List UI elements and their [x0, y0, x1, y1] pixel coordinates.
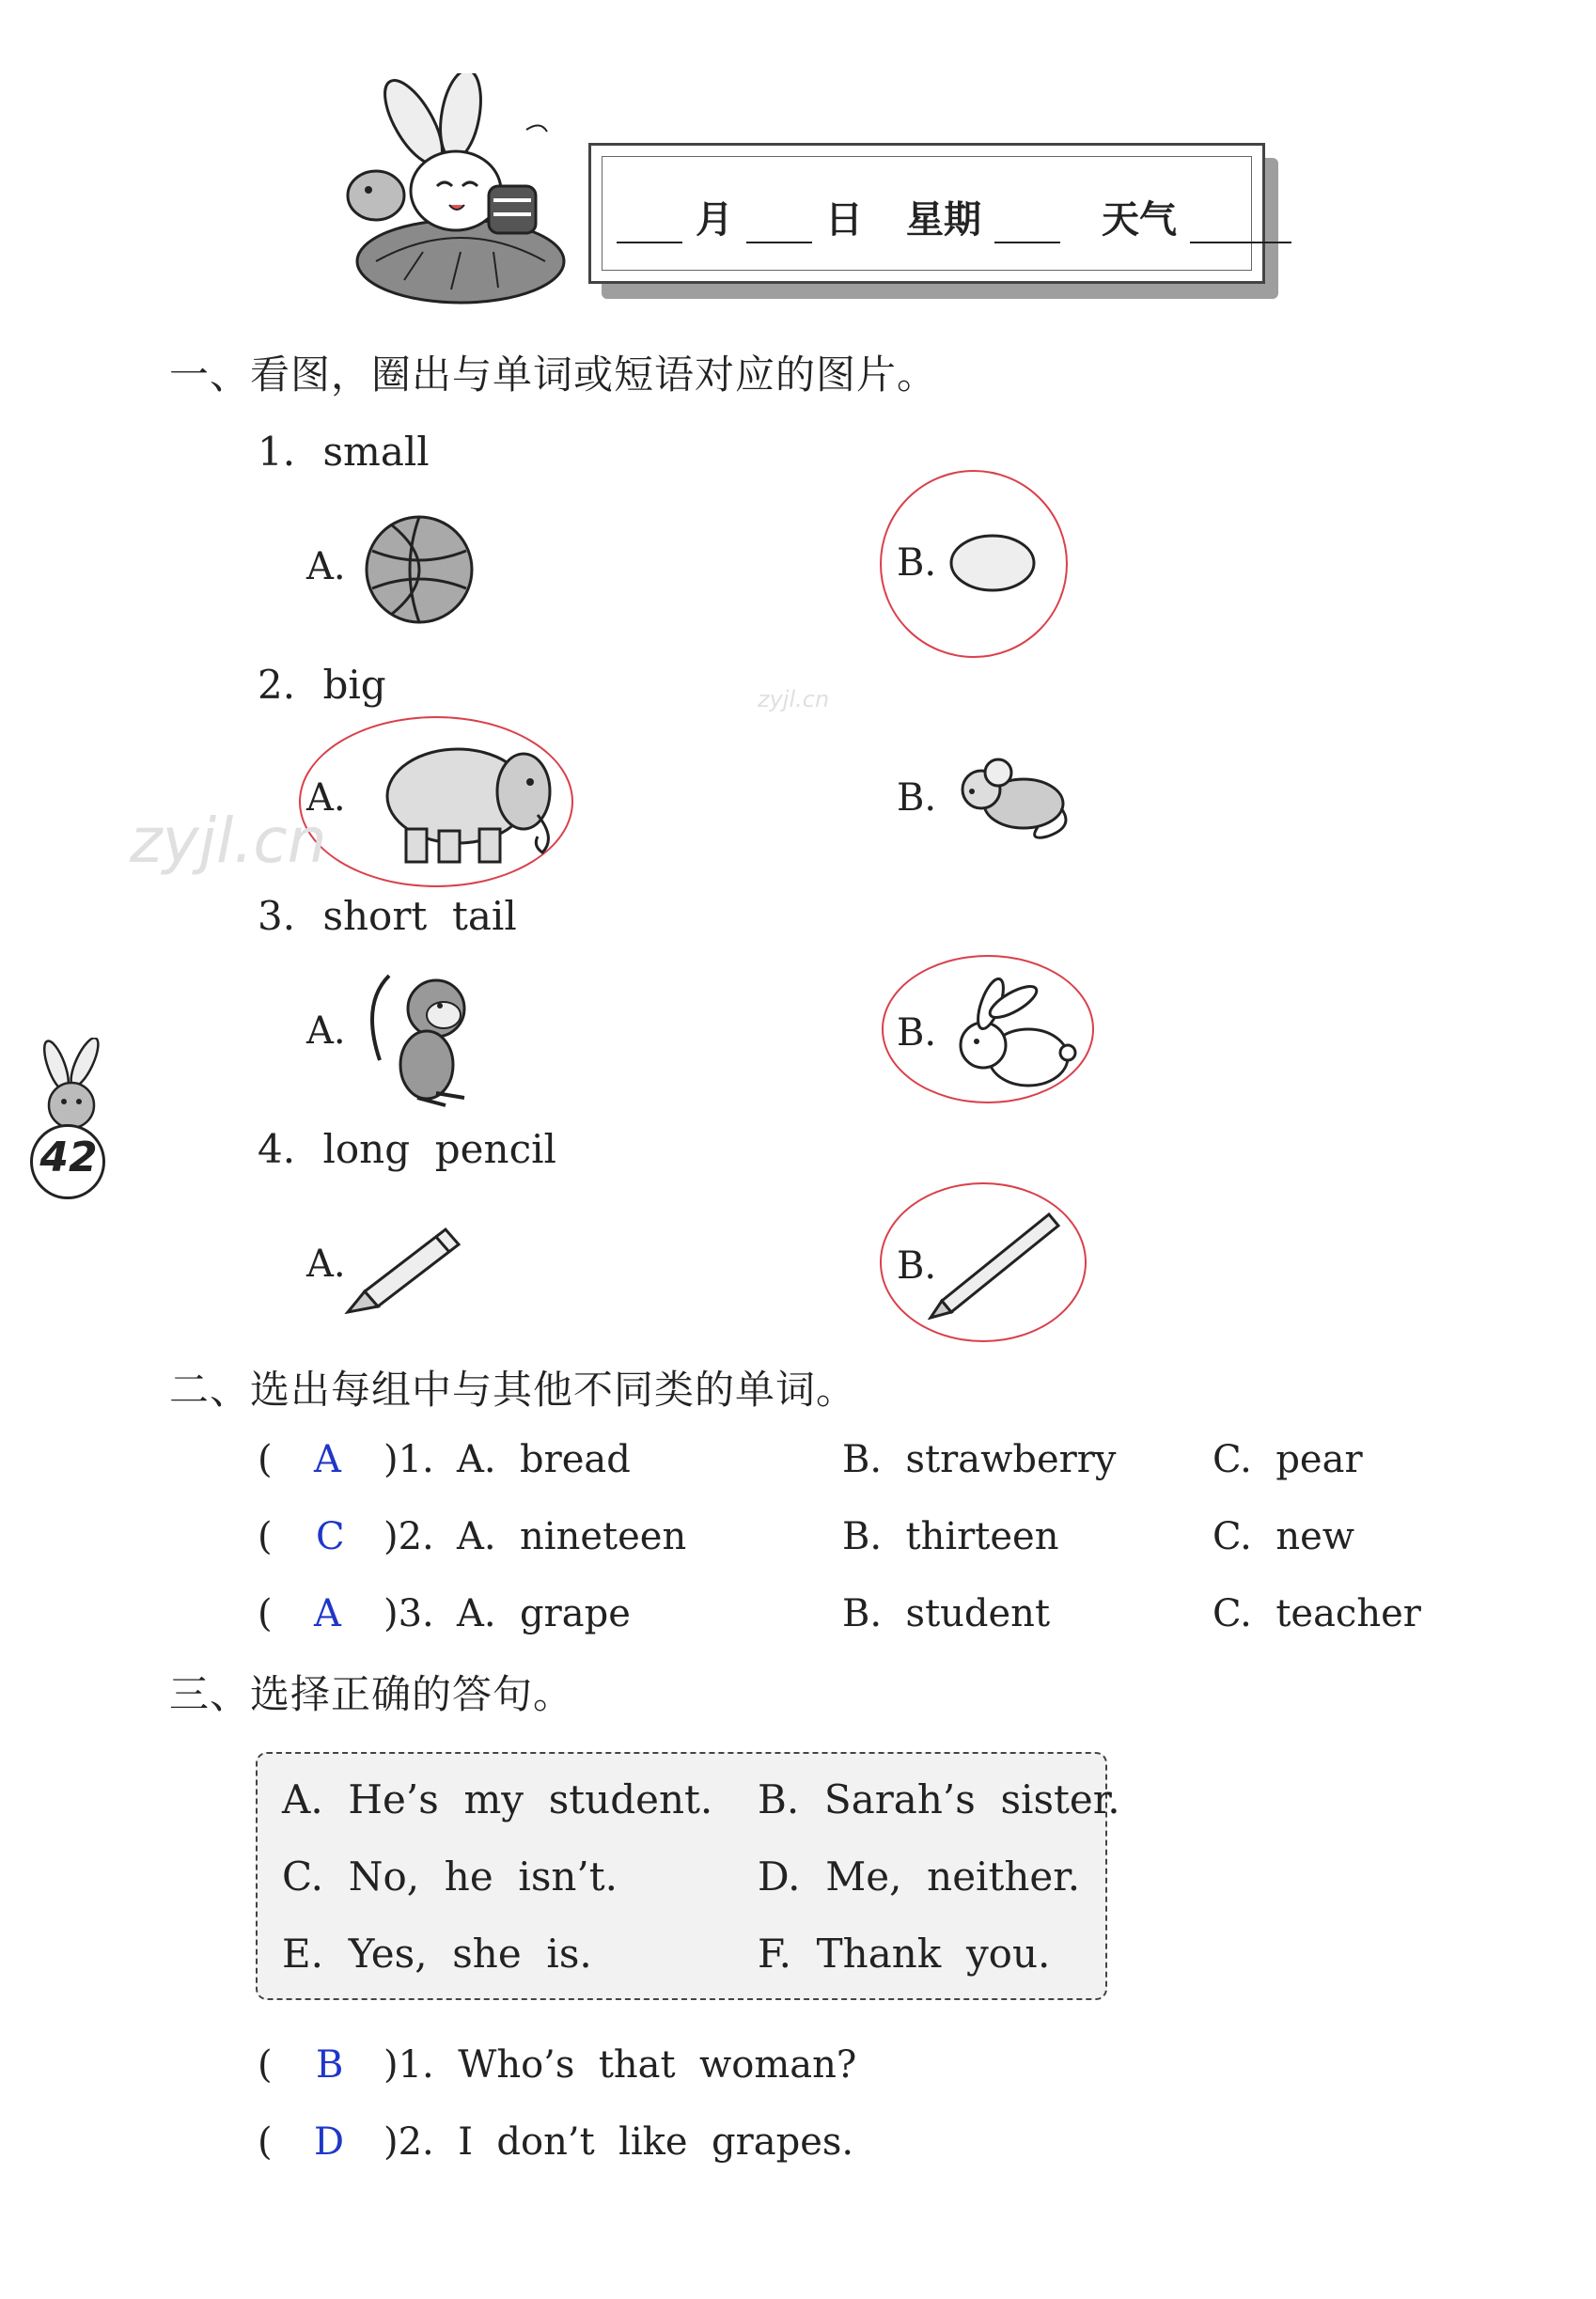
item4-word: long pencil [322, 1126, 556, 1172]
item1-number: 1. [258, 429, 296, 475]
section3-title: 三、选择正确的答句。 [169, 1671, 574, 1717]
rabbit-icon[interactable] [944, 977, 1079, 1094]
item2-number: 2. [258, 662, 296, 708]
item4-label [258, 1126, 556, 1172]
row3-number: )3. [383, 1592, 434, 1635]
watermark-large: zyjl.cn [130, 805, 327, 877]
small-rabbit-icon [28, 1038, 118, 1132]
item3-label [258, 893, 517, 939]
row1-answer[interactable]: A [314, 1438, 341, 1481]
row2-option-a: A. nineteen [457, 1515, 687, 1558]
row1-paren-open: ( [258, 1438, 273, 1481]
row2-number: )2. [383, 1515, 434, 1558]
q1-text: )1. Who’s that woman? [383, 2043, 857, 2087]
section3-question2 [258, 2120, 1385, 2167]
item3-word: short tail [322, 893, 517, 939]
row2-option-b: B. thirteen [842, 1515, 1059, 1558]
weather-label: 天气 [1102, 198, 1177, 242]
row2-paren-open: ( [258, 1515, 273, 1558]
item4-option-a-label: A. [306, 1243, 346, 1286]
q2-paren-open: ( [258, 2120, 273, 2164]
elephant-icon[interactable] [368, 726, 566, 867]
section2-title: 二、选出每组中与其他不同类的单词。 [169, 1367, 857, 1413]
row2-answer[interactable]: C [316, 1515, 345, 1558]
row3-option-c: C. teacher [1213, 1592, 1421, 1635]
item1-option-a-label: A. [306, 545, 346, 588]
section2-row1 [258, 1438, 1479, 1485]
watermark-small: zyjl.cn [758, 686, 830, 712]
option-f: F. Thank you. [758, 1931, 1051, 1977]
item4-number: 4. [258, 1126, 296, 1172]
item3-option-a-label: A. [306, 1009, 346, 1053]
item4-option-b-label: B. [897, 1244, 937, 1288]
option-d: D. Me, neither. [758, 1853, 1081, 1900]
q2-text: )2. I don’t like grapes. [383, 2120, 854, 2164]
long-pencil-icon[interactable] [927, 1207, 1064, 1320]
basketball-icon[interactable] [363, 513, 476, 626]
day-blank[interactable] [746, 204, 812, 243]
item2-word: big [322, 662, 386, 708]
month-label: 月 [696, 198, 733, 242]
item1-word: small [322, 429, 430, 475]
item2-option-a-label: A. [306, 776, 346, 820]
item2-option-b-label: B. [897, 776, 937, 820]
item2-label [258, 662, 386, 708]
date-weather-line [611, 190, 1297, 243]
monkey-icon[interactable] [361, 966, 483, 1111]
short-pencil-icon[interactable] [342, 1216, 464, 1314]
q1-answer[interactable]: B [316, 2043, 344, 2087]
item1-option-b-label: B. [897, 541, 937, 585]
item3-number: 3. [258, 893, 296, 939]
option-a: A. He’s my student. [282, 1776, 713, 1822]
row1-number: )1. [383, 1438, 434, 1481]
section3-question1 [258, 2043, 1385, 2090]
weekday-label: 星期 [906, 198, 981, 242]
day-label: 日 [825, 198, 863, 242]
option-c: C. No, he isn’t. [282, 1853, 618, 1900]
row3-answer[interactable]: A [314, 1592, 341, 1635]
weather-blank[interactable] [1190, 204, 1291, 243]
row1-option-c: C. pear [1213, 1438, 1363, 1481]
page-number: 42 [39, 1134, 98, 1181]
weekday-blank[interactable] [994, 204, 1060, 243]
row2-option-c: C. new [1213, 1515, 1354, 1558]
item1-label [258, 429, 430, 475]
month-blank[interactable] [617, 204, 682, 243]
mouse-icon[interactable] [944, 752, 1075, 846]
option-e: E. Yes, she is. [282, 1931, 592, 1977]
item3-option-b-label: B. [897, 1011, 937, 1055]
section2-row2 [258, 1515, 1479, 1562]
q1-paren-open: ( [258, 2043, 273, 2087]
section1-title: 一、看图，圈出与单词或短语对应的图片。 [169, 352, 938, 398]
q2-answer[interactable]: D [314, 2120, 345, 2164]
row3-paren-open: ( [258, 1592, 273, 1635]
row1-option-a: A. bread [457, 1438, 631, 1481]
option-b: B. Sarah’s sister. [758, 1776, 1120, 1822]
row3-option-a: A. grape [457, 1592, 631, 1635]
row3-option-b: B. student [842, 1592, 1051, 1635]
row1-option-b: B. strawberry [842, 1438, 1117, 1481]
section2-row3 [258, 1592, 1479, 1639]
egg-icon[interactable] [947, 532, 1038, 594]
rabbit-on-turtle-illustration [338, 73, 583, 308]
